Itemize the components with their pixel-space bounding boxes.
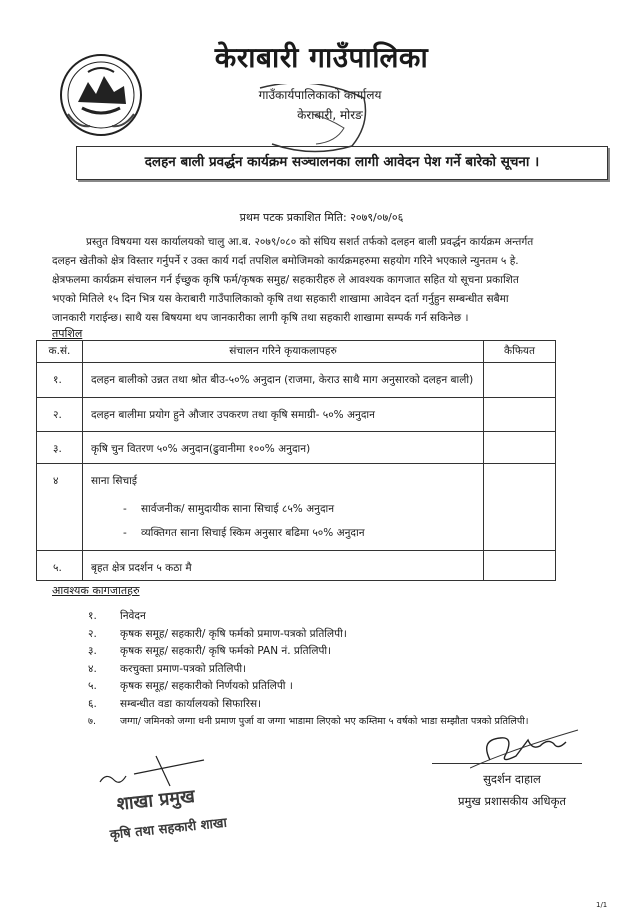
municipality-title: केराबारी गाउँपालिका xyxy=(214,41,429,74)
row-remarks xyxy=(484,398,556,432)
branch-stamp xyxy=(100,778,250,848)
notice-title-box xyxy=(76,146,608,180)
row-serial: १. xyxy=(37,363,83,398)
header-remarks: कैफियत xyxy=(484,341,556,363)
item-number: ६. xyxy=(88,697,97,710)
row-activity: बृहत क्षेत्र प्रदर्शन ५ कठा मै xyxy=(82,551,483,581)
paragraph-line: प्रस्तुत विषयमा यस कार्यालयको चालु आ.ब. २०७९/०८० को संघिय सशर्त तर्फको दलहन बाली प्रवर्द्धन कार्यक्रम अन्तर्गत xyxy=(86,236,534,248)
item-number: ७. xyxy=(88,716,97,727)
row-activity-title: साना सिचाई xyxy=(90,475,138,487)
list-item xyxy=(88,697,588,715)
notice-paragraph xyxy=(52,233,600,328)
paragraph-line: क्षेत्रफलमा कार्यक्रम संचालन गर्न ईच्छुक कृषि फर्म/कृषक समुह/ सहकारीहरु ले आवश्यक कागजात सहित यो सूचना प्रकाशित xyxy=(52,274,519,286)
item-number: १. xyxy=(88,610,97,622)
header-activity: संचालन गरिने कृयाकलापहरु xyxy=(82,341,483,363)
row-activity: कृषि चुन वितरण ५०% अनुदान(ढुवानीमा १००% अनुदान) xyxy=(82,432,483,464)
row-remarks xyxy=(484,432,556,464)
row-serial: ५. xyxy=(37,551,83,581)
table-row xyxy=(37,432,556,464)
row-remarks xyxy=(484,464,556,551)
requirements-heading: आवश्यक कागजातहरु xyxy=(52,584,140,597)
office-seal-icon xyxy=(252,84,372,154)
row-activity: दलहन बालीमा प्रयोग हुने औजार उपकरण तथा कृषि समाग्री- ५०% अनुदान xyxy=(82,398,483,432)
office-subtitle: गाउँकार्यपालिकाको कार्यालय xyxy=(258,88,382,102)
paragraph-line: जानकारी गराईन्छ। साथै यस बिषयमा थप जानकारीका लागी कृषि तथा सहकारी शाखामा सम्पर्क गर्न सकिनेछ । xyxy=(52,312,469,324)
sub-activity-item: - व्यक्तिगत साना सिचाई स्किम अनुसार बढिमा ५०% अनुदान xyxy=(141,526,475,540)
row-remarks xyxy=(484,551,556,581)
paragraph-line: भएको मितिले १५ दिन भित्र यस केराबारी गाउँपालिकाको कृषि तथा सहकारी शाखामा आवेदन दर्ता गर्नुहुन सम्बन्धीत सबैमा xyxy=(52,293,509,305)
list-item xyxy=(88,627,588,645)
signatory-name: सुदर्शन दाहाल xyxy=(483,772,541,786)
item-text: करचुक्ता प्रमाण-पत्रको प्रतिलिपी। xyxy=(120,662,247,675)
item-text: सम्बन्धीत वडा कार्यालयको सिफारिस। xyxy=(120,697,262,710)
item-text: कृषक समूह/ सहकारी/ कृषि फर्मको PAN नं. प्रतिलिपी। xyxy=(120,645,332,657)
stamp-line-2: कृषि तथा सहकारी शाखा xyxy=(109,815,228,843)
item-text: निवेदन xyxy=(120,610,146,622)
requirements-list xyxy=(88,609,588,732)
row-serial: ४ xyxy=(37,464,83,551)
row-remarks xyxy=(484,363,556,398)
signatory-title: प्रमुख प्रशासकीय अधिकृत xyxy=(458,794,566,808)
publish-date: प्रथम पटक प्रकाशित मिति: २०७९/०७/०६ xyxy=(239,211,404,224)
notice-title: दलहन बाली प्रवर्द्धन कार्यक्रम सञ्चालनका लागी आवेदन पेश गर्ने बारेको सूचना । xyxy=(144,154,540,170)
item-number: ३. xyxy=(88,645,97,657)
item-text: जग्गा/ जमिनको जग्गा धनी प्रमाण पुर्जा वा जग्गा भाडामा लिएको भए कम्तिमा ५ वर्षको भाडा सम्झौता पत्रको प्रतिलिपी। xyxy=(120,716,529,727)
item-text: कृषक समूह/ सहकारीको निर्णयको प्रतिलिपी । xyxy=(120,680,293,692)
stamp-line-1: शाखा प्रमुख xyxy=(115,785,196,815)
row-activity xyxy=(82,464,483,551)
signature-line xyxy=(432,763,582,764)
table-row xyxy=(37,363,556,398)
office-address: केराबारी, मोरङ xyxy=(297,108,363,122)
sub-activity-list xyxy=(91,502,475,540)
sub-activity-item: - सार्वजनीक/ सामुदायीक साना सिचाई ८५% अनुदान xyxy=(141,502,475,516)
item-number: २. xyxy=(88,627,97,640)
table-row xyxy=(37,551,556,581)
paragraph-line: दलहन खेतीको क्षेत्र विस्तार गर्नुपर्ने र उक्त कार्य गर्दा तपशिल बमोजिमको कार्यक्रमहरुमा सहयोग गरिने भएकाले न्युनतम ५ हे. xyxy=(52,255,519,267)
list-item xyxy=(88,679,588,697)
activities-table xyxy=(36,340,556,581)
item-number: ५. xyxy=(88,680,97,692)
header-serial: क.सं. xyxy=(37,341,83,363)
page-number: 1/1 xyxy=(596,901,608,909)
list-item xyxy=(88,644,588,662)
table-row xyxy=(37,398,556,432)
row-serial: ३. xyxy=(37,432,83,464)
table-row xyxy=(37,464,556,551)
list-item xyxy=(88,609,588,627)
details-label: तपशिल xyxy=(52,327,83,340)
row-activity: दलहन बालीको उन्नत तथा श्रोत बीउ-५०% अनुदान (राजमा, केराउ साथै माग अनुसारको दलहन बाली) xyxy=(82,363,483,398)
table-header-row xyxy=(37,341,556,363)
item-text: कृषक समूह/ सहकारी/ कृषि फर्मको प्रमाण-पत्रको प्रतिलिपी। xyxy=(120,627,347,640)
item-number: ४. xyxy=(88,662,97,675)
list-item xyxy=(88,662,588,680)
row-serial: २. xyxy=(37,398,83,432)
